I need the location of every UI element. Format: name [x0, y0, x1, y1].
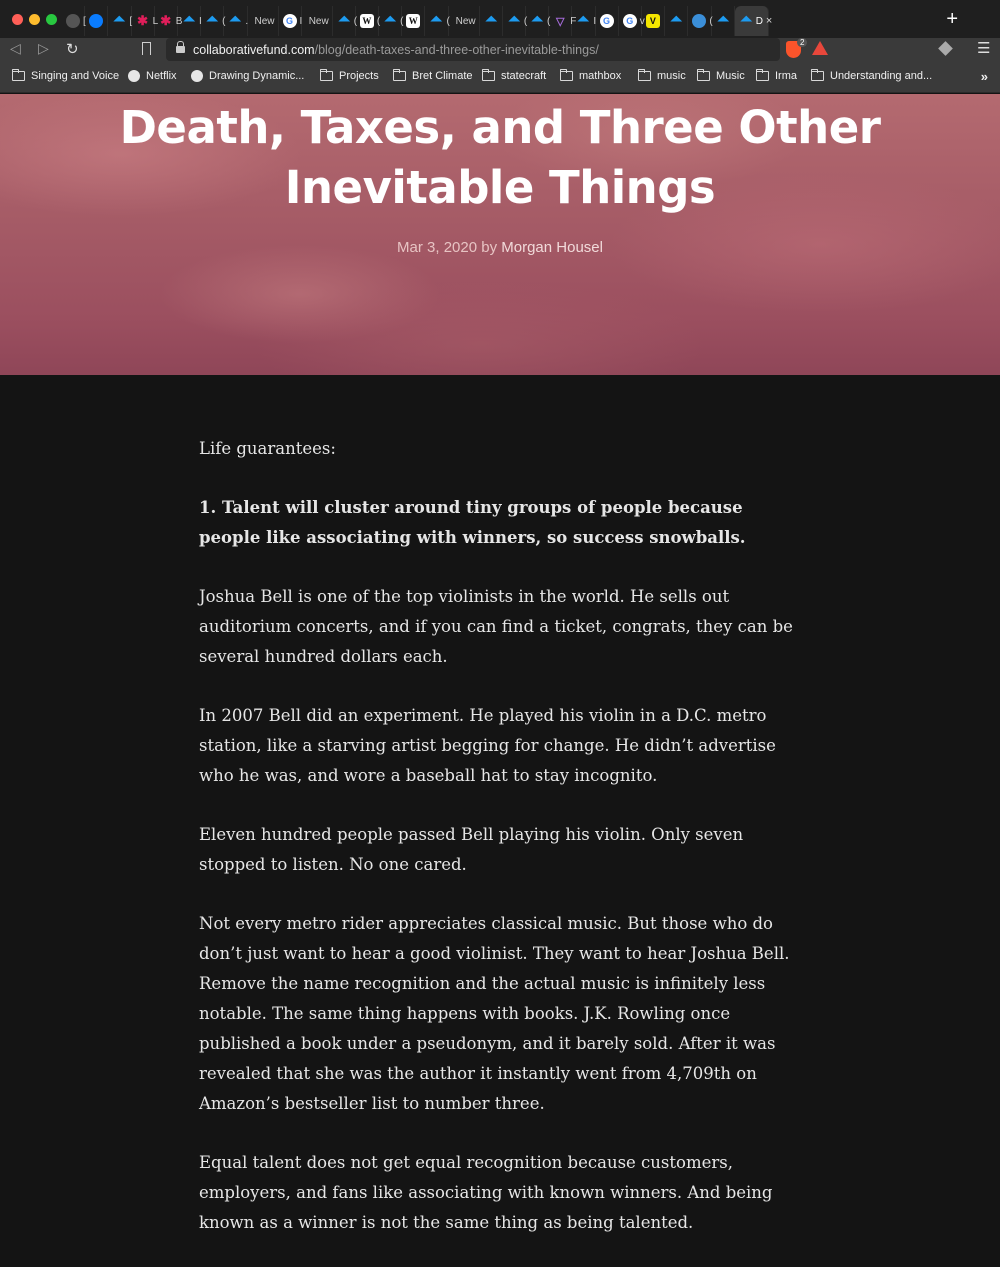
article-paragraph: Equal talent does not get equal recognition because customers, employers, and fans like associating with known winners. And being known as a winner is not the same thing as being talented. [199, 1153, 773, 1232]
folder-icon [393, 71, 406, 81]
article-paragraph: Life guarantees: [199, 439, 336, 458]
extensions-icon[interactable] [938, 41, 953, 56]
slack-icon: ✱ [137, 13, 149, 28]
bookmark-item[interactable] [482, 70, 546, 82]
twitter-icon: ◥ [507, 14, 521, 28]
folder-icon [638, 71, 651, 81]
tab-label: v [639, 15, 645, 27]
tab-label: New [254, 15, 275, 27]
bookmark-label: Music [716, 70, 745, 82]
tab-label: New [308, 15, 329, 27]
twitter-icon: ◥ [739, 14, 753, 28]
folder-icon [482, 71, 495, 81]
tab-label: B [175, 15, 183, 27]
tab-label: ( [709, 15, 713, 27]
bookmark-label: Bret Climate [412, 70, 473, 82]
post-by: by [481, 239, 498, 256]
globe-icon [692, 14, 706, 28]
globe-icon [191, 70, 203, 82]
tab[interactable] [333, 6, 356, 36]
globe-icon [128, 70, 140, 82]
twitter-icon: ◥ [182, 14, 196, 28]
messenger-icon [89, 14, 103, 28]
tab[interactable] [248, 6, 279, 36]
article-paragraph: In 2007 Bell did an experiment. He played his violin in a D.C. metro station, like a starving artist begging for change. He didn’t advertise who he was, and wore a baseball hat to stay incognito. [199, 706, 776, 785]
tab-label: ( [523, 15, 528, 27]
tab[interactable] [279, 6, 302, 36]
bookmark-label: Irma [775, 70, 797, 82]
tab[interactable] [376, 6, 404, 36]
page-title-line-2: Inevitable Things [284, 161, 716, 214]
tab-label: New [455, 15, 476, 27]
tab[interactable] [85, 6, 108, 36]
url-host: collaborativefund.com [193, 42, 315, 57]
bookmark-item[interactable] [320, 70, 379, 82]
wikipedia-icon: W [360, 14, 374, 28]
bookmark-item[interactable] [128, 70, 177, 82]
bookmark-item[interactable] [191, 70, 304, 82]
url-text[interactable] [193, 43, 599, 57]
shields-count-badge: 2 [797, 38, 807, 47]
article-paragraph: Eleven hundred people passed Bell playing his violin. Only seven stopped to listen. No one cared. [199, 825, 744, 874]
zoom-window-button[interactable] [46, 14, 57, 25]
folder-icon [811, 71, 824, 81]
tab-label: ( [446, 15, 450, 27]
bookmarks-overflow-button[interactable]: » [980, 69, 988, 84]
folder-icon [560, 71, 573, 81]
google-icon: G [623, 14, 637, 28]
tab[interactable] [132, 6, 159, 36]
tab[interactable] [480, 6, 503, 36]
browser-toolbar [0, 38, 1000, 63]
tab-list [62, 6, 967, 38]
twitter-icon: ◥ [205, 14, 219, 28]
bookmark-item[interactable] [697, 70, 745, 82]
tab-label: ( [400, 15, 404, 27]
tab[interactable] [712, 6, 735, 36]
article-paragraph: Joshua Bell is one of the top violinists in the world. He sells out auditorium concerts, and if you can find a ticket, congrats, they can be several hundred dollars each. [199, 587, 793, 666]
menu-icon[interactable]: ☰ [977, 40, 991, 57]
tab[interactable] [449, 6, 480, 36]
tab-active[interactable] [735, 6, 773, 36]
tab-strip [0, 0, 1000, 38]
bookmark-label: Understanding and... [830, 70, 933, 82]
tab-label: [ [83, 15, 86, 27]
bookmark-label: statecraft [501, 70, 547, 82]
bookmark-item[interactable] [12, 70, 119, 82]
new-tab-button[interactable]: + [946, 8, 958, 30]
tab[interactable] [665, 6, 688, 36]
twitter-icon: ◥ [669, 14, 683, 28]
tab[interactable] [353, 6, 381, 36]
bookmarks-bar [0, 63, 1000, 93]
bookmark-page-icon[interactable] [142, 42, 151, 55]
forward-button[interactable]: ▷ [38, 40, 49, 56]
article-paragraph: Not every metro rider appreciates classical music. But those who do don’t just want to hear a good violinist. They want to hear Joshua Bell. Remove the name recognition and the actual music is infinitely less notable. The same thing happens with books. J.K. Rowling once published a book under a pseudonym, and it barely sold. After it was revealed that she was the author it instantly went from 4,709th on Amazon’s bestseller list to number three. [199, 914, 790, 1113]
tab-label: ( [353, 15, 358, 27]
twitter-icon: ◥ [429, 14, 444, 28]
bookmark-label: Projects [339, 70, 379, 82]
tab[interactable] [108, 6, 131, 36]
tab-label: I [299, 15, 303, 27]
folder-icon [12, 71, 25, 81]
tab[interactable] [549, 6, 577, 36]
close-tab-icon[interactable]: × [765, 15, 773, 27]
bookmark-item[interactable] [638, 70, 686, 82]
tab[interactable] [639, 6, 665, 36]
bookmark-label: Singing and Voice [31, 70, 120, 82]
tab[interactable] [572, 6, 595, 36]
tab-label: F [570, 15, 577, 27]
minimize-window-button[interactable] [29, 14, 40, 25]
v-badge-icon: V [646, 14, 660, 28]
grey-circle-icon [66, 14, 80, 28]
post-meta [0, 239, 1000, 256]
article-heading: 1. Talent will cluster around tiny groups of people because people like associating with winners, so success snowballs. [199, 498, 746, 547]
tab-label: L [152, 15, 159, 27]
hero-banner [0, 94, 1000, 375]
twitter-icon: ◥ [112, 14, 126, 28]
tab-label: ( [222, 15, 226, 27]
bookmark-label: Drawing Dynamic... [209, 70, 305, 82]
tab-label: I [593, 15, 597, 27]
folder-icon [756, 71, 769, 81]
url-path: /blog/death-taxes-and-three-other-inevitable-things/ [314, 42, 599, 57]
bookmark-item[interactable] [560, 70, 621, 82]
tab[interactable] [299, 6, 333, 36]
tab[interactable] [523, 6, 551, 36]
author-link[interactable]: Morgan Housel [501, 239, 603, 256]
page-title [0, 98, 1000, 218]
triangle-icon: ▽ [555, 15, 565, 28]
tab[interactable] [152, 6, 183, 36]
tab[interactable] [596, 6, 619, 36]
tab-label: ( [376, 15, 381, 27]
tab[interactable] [688, 6, 711, 36]
tab[interactable] [619, 6, 645, 36]
twitter-icon: ◥ [228, 14, 242, 28]
back-button[interactable]: ◁ [10, 40, 21, 56]
tab-label: D [755, 15, 763, 27]
folder-icon [320, 71, 333, 81]
lock-icon [176, 45, 185, 55]
tab[interactable] [198, 6, 226, 36]
address-bar[interactable] [166, 38, 780, 61]
tab[interactable] [175, 6, 202, 36]
tab[interactable] [62, 6, 85, 36]
tab[interactable] [224, 6, 247, 36]
tab[interactable] [425, 6, 448, 36]
tab[interactable] [402, 6, 425, 36]
bookmark-label: Netflix [146, 70, 177, 82]
google-icon: G [600, 14, 614, 28]
twitter-icon: ◥ [530, 14, 544, 28]
tab-label: [ [129, 15, 133, 27]
brave-rewards-icon[interactable] [812, 41, 828, 55]
post-date: Mar 3, 2020 [397, 239, 478, 256]
twitter-icon: ◥ [576, 14, 590, 28]
tab[interactable] [503, 6, 526, 36]
twitter-icon: ◥ [484, 14, 498, 28]
reload-button[interactable]: ↻ [66, 41, 79, 58]
bookmark-item[interactable] [756, 70, 797, 82]
tab-label: I [198, 15, 202, 27]
tab-label: ( [547, 15, 551, 27]
page-title-line-1: Death, Taxes, and Three Other [119, 101, 881, 154]
wikipedia-icon: W [406, 14, 420, 28]
twitter-icon: ◥ [337, 14, 351, 28]
bookmark-label: mathbox [579, 70, 622, 82]
close-window-button[interactable] [12, 14, 23, 25]
bookmark-item[interactable] [393, 70, 473, 82]
twitter-icon: ◥ [715, 14, 730, 28]
bookmark-item[interactable] [811, 70, 932, 82]
slack-icon: ✱ [160, 13, 172, 28]
folder-icon [697, 71, 710, 81]
tab-label: . [245, 15, 249, 27]
article-body [199, 434, 804, 1267]
twitter-icon: ◥ [383, 14, 397, 28]
google-icon: G [283, 14, 297, 28]
bookmark-label: music [657, 70, 686, 82]
